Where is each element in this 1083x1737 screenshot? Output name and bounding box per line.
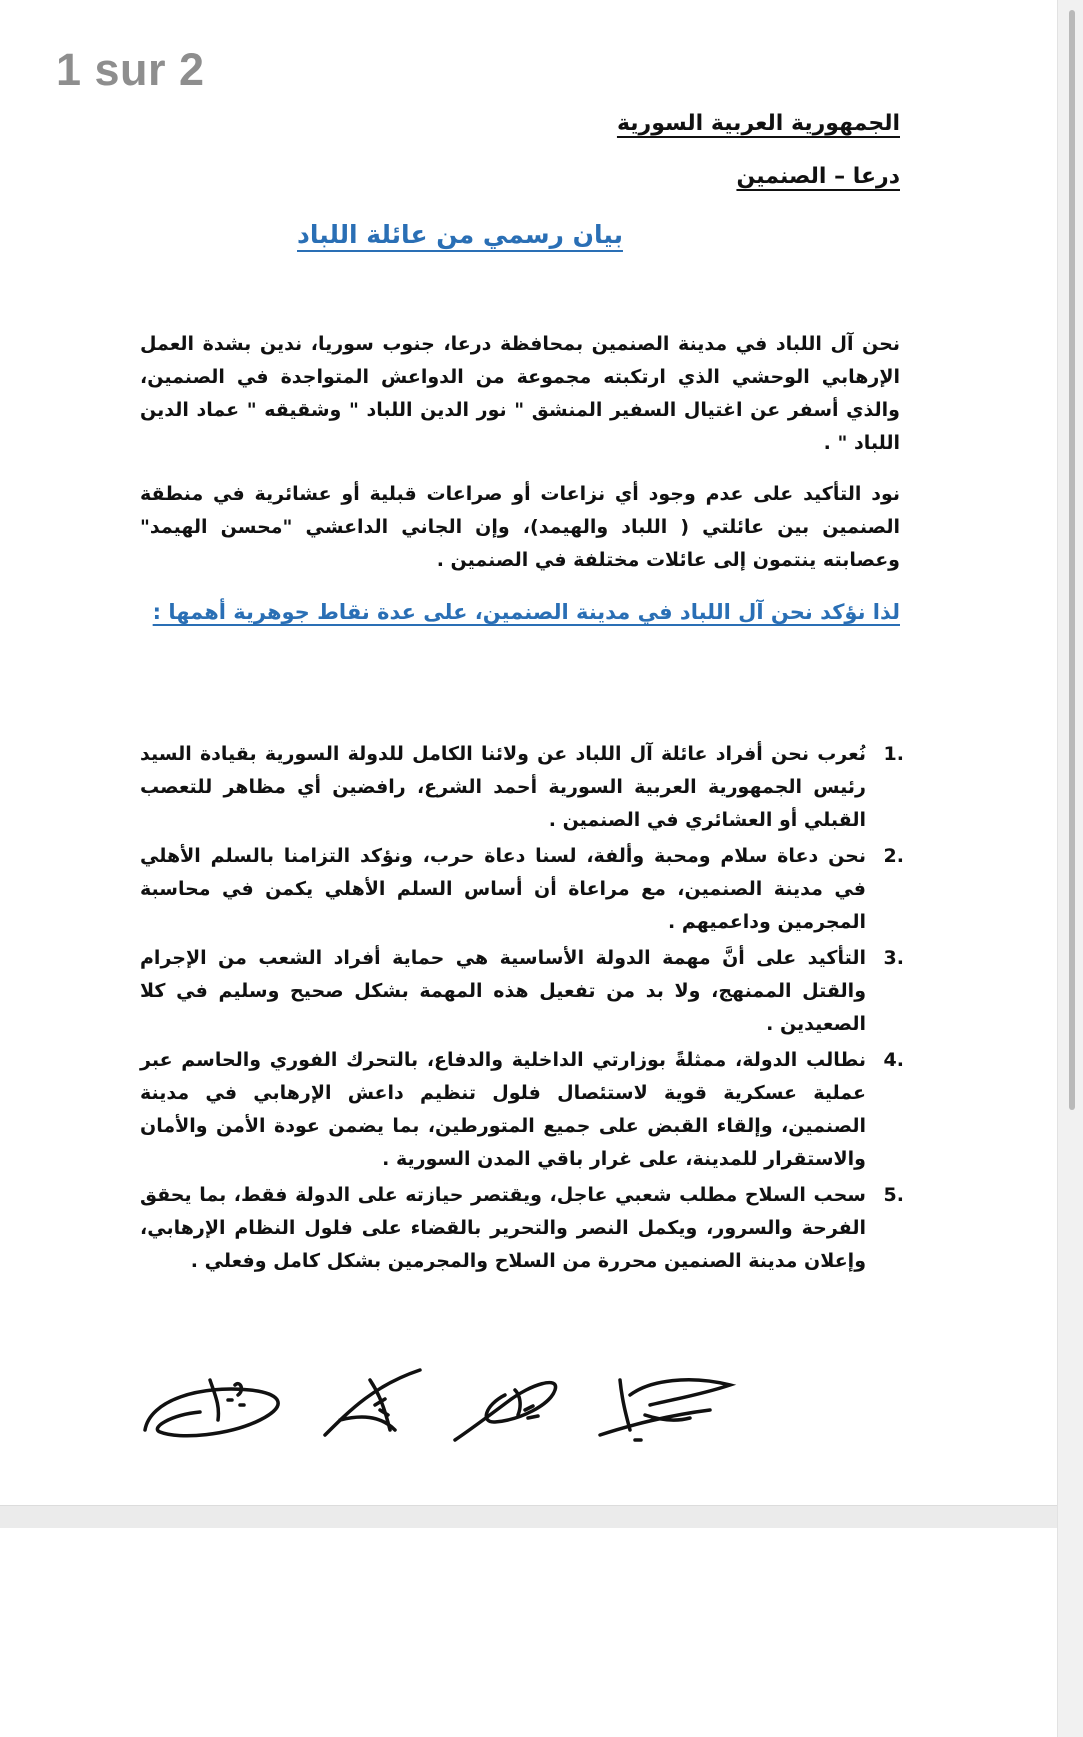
paragraph-no-tribal-conflict: نود التأكيد على عدم وجود أي نزاعات أو صراعات قبلية أو عشائرية في منطقة الصنمين بين عائلتي ( اللباد والهيمد)، وإن الجاني الداعشي "محسن الهيمد" وعصابته ينتمون إلى عائلات مختلفة في الصنمين . [140,483,900,571]
signatures-row [140,1360,760,1460]
paragraph-points-intro: لذا نؤكد نحن آل اللباد في مدينة الصنمين، على عدة نقاط جوهرية أهمها : [152,600,900,624]
signature-1 [140,1360,300,1450]
document-page-2 [0,1528,1058,1737]
item-number: 5. [883,1184,904,1206]
item-number: 2. [883,845,904,867]
document-title: بيان رسمي من عائلة اللباد [297,220,623,249]
item-text: نحن دعاة سلام ومحبة وألفة، لسنا دعاة حرب، ونؤكد التزامنا بالسلم الأهلي في مدينة الصنمين، مع مراعاة أن أساس السلم الأهلي يكمن في محاسبة المجرمين وداعميهم . [140,845,866,933]
paragraph-condemnation: نحن آل اللباد في مدينة الصنمين بمحافظة درعا، جنوب سوريا، ندين بشدة العمل الإرهابي الوحشي الذي ارتكبته مجموعة من الدواعش المتواجدة في الصنمين، والذي أسفر عن اغتيال السفير المنشق " نور الدين اللباد " وشقيقه " عماد الدين اللباد " . [140,333,900,454]
scrollbar-thumb[interactable] [1069,10,1075,1110]
list-item [140,1179,904,1278]
item-text: التأكيد على أنَّ مهمة الدولة الأساسية هي حماية أفراد الشعب من الإجرام والقتل الممنهج، ولا بد من تفعيل هذه المهمة بشكل صحيح وسليم في كلا الصعيدين . [140,947,866,1035]
item-text: نطالب الدولة، ممثلةً بوزارتي الداخلية والدفاع، بالتحرك الفوري والحاسم عبر عملية عسكرية قوية لاستئصال فلول تنظيم داعش الإرهابي في مدينة الصنمين، وإلقاء القبض على جميع المتورطين، بما يضمن عودة الأمن والأمان والاستقرار للمدينة، على غرار باقي المدن السورية . [140,1049,866,1170]
item-number: 1. [883,743,904,765]
item-number: 4. [883,1049,904,1071]
signature-4 [590,1360,740,1450]
item-text: نُعرب نحن أفراد عائلة آل اللباد عن ولائنا الكامل للدولة السورية بقيادة السيد رئيس الجمهورية العربية السورية أحمد الشرع، رافضين أي مظاهر للتعصب القبلي أو العشائري في الصنمين . [140,743,866,831]
header-country: الجمهورية العربية السورية [616,111,900,136]
list-item [140,840,904,939]
list-item [140,738,904,837]
scrollbar-track[interactable] [1057,0,1083,1737]
page-separator [0,1505,1058,1529]
signature-2 [320,1360,430,1450]
item-text: سحب السلاح مطلب شعبي عاجل، ويقتصر حيازته على الدولة فقط، بما يحقق الفرحة والسرور، ويكمل النصر والتحرير بالقضاء على فلول النظام الإرهابي، وإعلان مدينة الصنمين محررة من السلاح والمجرمين بشكل كامل وفعلي . [140,1184,866,1272]
list-item [140,942,904,1041]
list-item [140,1044,904,1176]
points-list [140,738,904,1281]
page-indicator: 1 sur 2 [56,44,205,95]
item-number: 3. [883,947,904,969]
header-location: درعا – الصنمين [736,164,900,189]
signature-3 [450,1360,570,1450]
